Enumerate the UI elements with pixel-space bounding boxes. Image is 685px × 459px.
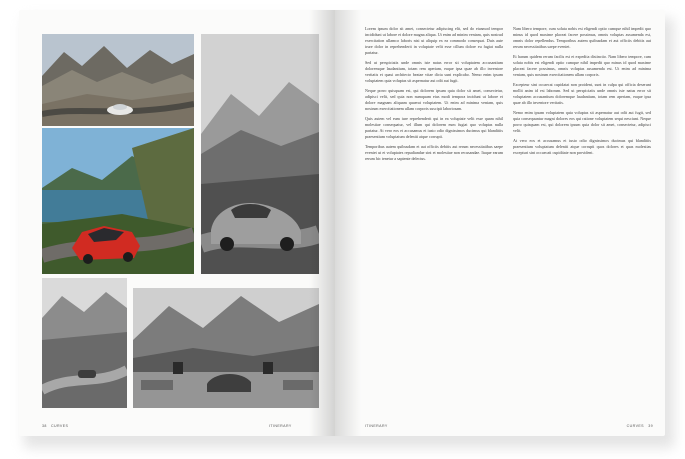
right-section-label [365, 424, 388, 428]
col1-paragraph-1: Lorem ipsum dolor sit amet, consectetur adipiscing elit, sed do eiusmod tempor incididunt ut labore et dolore magna aliqua. Ut enim ad minim veniam, quis nostrud exercitation ullamco laboris nisi ut aliquip ex ea commodo consequat. Duis aute irure dolor in reprehenderit in voluptate velit esse cillum dolore eu fugiat nulla pariatur. [365, 26, 503, 55]
left-spine-shadow [309, 10, 335, 436]
right-page [335, 10, 665, 436]
left-folio [42, 424, 68, 428]
photo-red-sportscar-coast [42, 128, 194, 274]
col2-paragraph-4: Nemo enim ipsam voluptatem quia voluptas sit aspernatur aut odit aut fugit, sed quia consequuntur magni dolores eos qui ratione voluptatem sequi nesciunt. Neque porro quisquam est, qui dolorem ipsum quia dolor sit amet, consectetur, adipisci velit. [513, 110, 651, 133]
right-text-column-1 [365, 26, 503, 422]
col1-paragraph-5: Temporibus autem quibusdam et aut officiis debitis aut rerum necessitatibus saepe eveniet ut et voluptates repudiandae sint et molestiae non recusandae. Itaque earum rerum hic tenetur a sapiente delectus. [365, 144, 503, 161]
col1-paragraph-2: Sed ut perspiciatis unde omnis iste natus error sit voluptatem accusantium doloremque laudantium, totam rem aperiam, eaque ipsa quae ab illo inventore veritatis et quasi architecto beatae vitae dicta sunt explicabo. Nemo enim ipsam voluptatem quia voluptas sit aspernatur aut odit aut fugit. [365, 60, 503, 83]
right-text-column-2 [513, 26, 651, 422]
col2-paragraph-3: Excepteur sint occaecat cupidatat non proident, sunt in culpa qui officia deserunt mollit anim id est laborum. Sed ut perspiciatis unde omnis iste natus error sit voluptatem accusantium doloremque laudantium, totam rem aperiam, eaque ipsa quae ab illo inventore veritatis. [513, 82, 651, 105]
left-magazine-name: CURVES [51, 424, 69, 428]
col1-paragraph-3: Neque porro quisquam est, qui dolorem ipsum quia dolor sit amet, consectetur, adipisci velit, sed quia non numquam eius modi tempora incidunt ut labore et dolore magnam aliquam quaerat voluptatem. Ut enim ad minima veniam, quis nostrum exercitationem ullam corporis suscipit laboriosam. [365, 88, 503, 111]
right-folio [627, 424, 653, 428]
right-section-name: ITINERARY [365, 424, 388, 428]
left-section-name: ITINERARY [269, 424, 292, 428]
photo-bw-vintage-car-pass [201, 34, 319, 274]
col2-paragraph-5: At vero eos et accusamus et iusto odio dignissimos ducimus qui blanditiis praesentium voluptatum deleniti atque corrupti quos dolores et quas molestias excepturi sint occaecati cupiditate non provident. [513, 138, 651, 155]
left-page-number: 38 [42, 424, 47, 428]
photo-bw-mountain-cars [133, 288, 319, 408]
right-page-number: 39 [648, 424, 653, 428]
right-spine-shadow [335, 10, 361, 436]
col2-paragraph-2: Et harum quidem rerum facilis est et expedita distinctio. Nam libero tempore, cum soluta nobis est eligendi optio cumque nihil impedit quo minus id quod maxime placeat facere possimus, omnis voluptas assumenda est. Ut enim ad minima veniam, quis nostrum exercitationem ullam corporis. [513, 54, 651, 77]
photo-mountain-road-silver-car [42, 34, 194, 126]
right-magazine-name: CURVES [626, 424, 644, 428]
photo-bw-valley-road [42, 278, 127, 408]
left-page [19, 10, 335, 436]
col2-paragraph-1: Nam libero tempore, cum soluta nobis est eligendi optio cumque nihil impedit quo minus id quod maxime placeat facere possimus, omnis voluptas assumenda est, omnis dolor repellendus. Temporibus autem quibusdam et aut officiis debitis aut rerum necessitatibus saepe eveniet. [513, 26, 651, 49]
left-section-label [269, 424, 292, 428]
col1-paragraph-4: Quis autem vel eum iure reprehenderit qui in ea voluptate velit esse quam nihil molestiae consequatur, vel illum qui dolorem eum fugiat quo voluptas nulla pariatur. At vero eos et accusamus et iusto odio dignissimos ducimus qui blanditiis praesentium voluptatum deleniti atque corrupti. [365, 116, 503, 139]
